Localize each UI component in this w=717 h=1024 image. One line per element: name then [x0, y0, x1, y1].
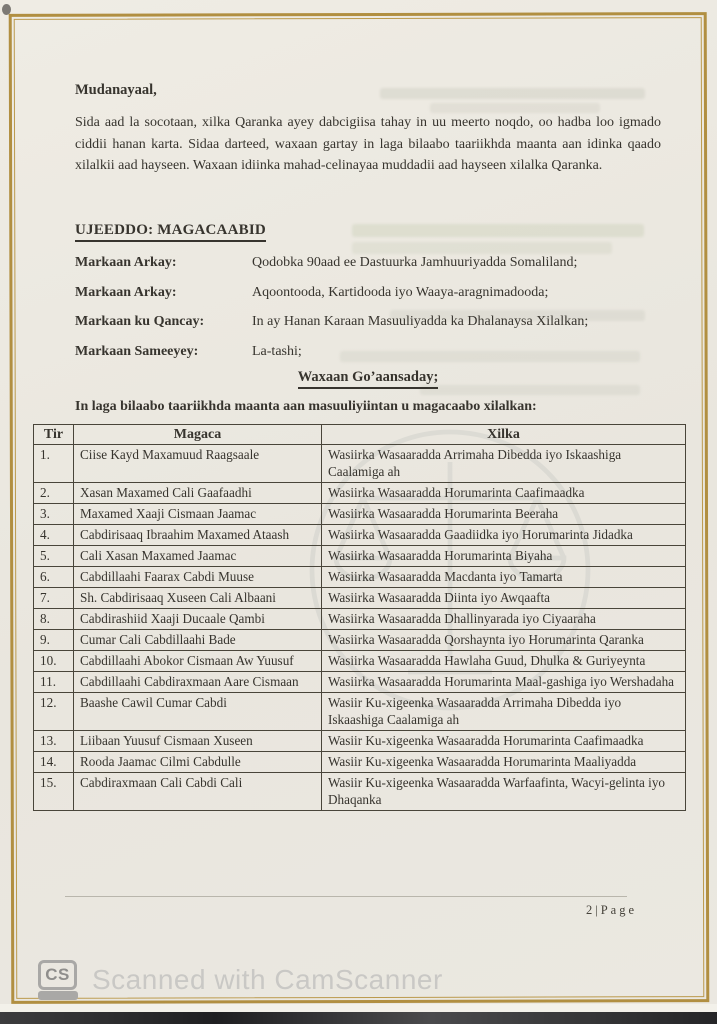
table-cell: Ciise Kayd Maxamuud Raagsaale — [74, 445, 322, 483]
table-cell: Wasiir Ku-xigeenka Wasaaradda Warfaafinta, Wacyi-gelinta iyo Dhaqanka — [322, 773, 686, 811]
table-cell: 4. — [34, 525, 74, 546]
table-cell: Wasiirka Wasaaradda Hawlaha Guud, Dhulka & Guriyeynta — [322, 651, 686, 672]
bleed-through-text — [352, 224, 644, 237]
salutation: Mudanayaal, — [75, 82, 157, 98]
table-cell: Wasiirka Wasaaradda Arrimaha Dibedda iyo Iskaashiga Caalamiga ah — [322, 445, 686, 483]
table-cell: Cabdiraxmaan Cali Cabdi Cali — [74, 773, 322, 811]
table-cell: Wasiirka Wasaaradda Horumarinta Biyaha — [322, 546, 686, 567]
column-header: Magaca — [74, 425, 322, 445]
column-header: Tir — [34, 425, 74, 445]
table-row — [34, 567, 686, 588]
table-row — [34, 609, 686, 630]
table-row — [34, 630, 686, 651]
table-cell: Sh. Cabdirisaaq Xuseen Cali Albaani — [74, 588, 322, 609]
preamble-label: Markaan Arkay: — [75, 284, 177, 300]
table-row — [34, 525, 686, 546]
table-cell: 11. — [34, 672, 74, 693]
table-row — [34, 588, 686, 609]
preamble-value: Aqoontooda, Kartidooda iyo Waaya-aragnimadooda; — [252, 284, 549, 300]
table-cell: Wasiirka Wasaaradda Dhallinyarada iyo Ciyaaraha — [322, 609, 686, 630]
preamble-value: Qodobka 90aad ee Dastuurka Jamhuuriyadda Somaliland; — [252, 255, 578, 270]
camscanner-logo-icon — [38, 960, 78, 1000]
page-number: 2|Page — [585, 903, 637, 917]
decision-heading-wrap — [75, 368, 661, 389]
table-row — [34, 731, 686, 752]
photo-background-strip — [0, 1012, 717, 1024]
table-row — [34, 546, 686, 567]
table-cell: Cabdirisaaq Ibraahim Maxamed Ataash — [74, 525, 322, 546]
table-cell: Cali Xasan Maxamed Jaamac — [74, 546, 322, 567]
table-cell: Xasan Maxamed Cali Gaafaadhi — [74, 483, 322, 504]
table-cell: 2. — [34, 483, 74, 504]
table-cell: Baashe Cawil Cumar Cabdi — [74, 693, 322, 731]
table-cell: Cumar Cali Cabdillaahi Bade — [74, 630, 322, 651]
decision-intro: In laga bilaabo taariikhda maanta aan masuuliyiintan u magacaabo xilalkan: — [75, 399, 537, 414]
table-row — [34, 693, 686, 731]
preamble-row — [75, 283, 661, 303]
preamble-label: Markaan ku Qancay: — [75, 314, 205, 329]
table-row — [34, 773, 686, 811]
preamble-value: In ay Hanan Karaan Masuuliyadda ka Dhalanaysa Xilalkan; — [252, 314, 589, 329]
table-cell: 9. — [34, 630, 74, 651]
table-cell: 15. — [34, 773, 74, 811]
table-cell: Maxamed Xaaji Cismaan Jaamac — [74, 504, 322, 525]
table-cell: Wasiirka Wasaaradda Macdanta iyo Tamarta — [322, 567, 686, 588]
table-cell: Wasiir Ku-xigeenka Wasaaradda Horumarinta Maaliyadda — [322, 752, 686, 773]
table-row — [34, 752, 686, 773]
table-cell: 6. — [34, 567, 74, 588]
bleed-through-text — [380, 88, 645, 99]
table-cell: Wasiirka Wasaaradda Horumarinta Maal-gashiga iyo Wershadaha — [322, 672, 686, 693]
preamble-row — [75, 253, 661, 273]
camscanner-logo-base — [38, 991, 78, 1000]
table-cell: 10. — [34, 651, 74, 672]
appointments-table — [33, 424, 686, 811]
table-cell: 5. — [34, 546, 74, 567]
camscanner-watermark — [38, 960, 443, 1000]
table-cell: 1. — [34, 445, 74, 483]
appointments-body — [34, 445, 686, 811]
table-cell: 14. — [34, 752, 74, 773]
preamble-list — [75, 253, 661, 371]
table-cell: Cabdirashiid Xaaji Ducaale Qambi — [74, 609, 322, 630]
table-cell: Wasiirka Wasaaradda Diinta iyo Awqaafta — [322, 588, 686, 609]
footer-rule — [65, 896, 627, 897]
table-row — [34, 504, 686, 525]
table-cell: Wasiirka Wasaaradda Horumarinta Caafimaadka — [322, 483, 686, 504]
table-cell: 7. — [34, 588, 74, 609]
table-cell: Wasiirka Wasaaradda Horumarinta Beeraha — [322, 504, 686, 525]
table-cell: 12. — [34, 693, 74, 731]
column-header: Xilka — [322, 425, 686, 445]
table-cell: Cabdillaahi Abokor Cismaan Aw Yuusuf — [74, 651, 322, 672]
table-header-row — [34, 425, 686, 445]
preamble-row — [75, 312, 661, 332]
table-cell: Wasiirka Wasaaradda Gaadiidka iyo Horumarinta Jidadka — [322, 525, 686, 546]
table-cell: Liibaan Yuusuf Cismaan Xuseen — [74, 731, 322, 752]
table-cell: 8. — [34, 609, 74, 630]
table-cell: Wasiirka Wasaaradda Qorshaynta iyo Horumarinta Qaranka — [322, 630, 686, 651]
table-cell: Wasiir Ku-xigeenka Wasaaradda Arrimaha Dibedda iyo Iskaashiga Caalamiga ah — [322, 693, 686, 731]
table-row — [34, 483, 686, 504]
intro-paragraph: Sida aad la socotaan, xilka Qaranka ayey dabcigiisa tahay in uu meerto noqdo, oo hadba loo igmado ciddii hanan karta. Sidaa darteed, waxaan gartay in laga bilaabo taariikhda maanta aan idinka qaado xilalkii aad hayseen. Waxaan idiinka mahad-celinayaa muddadii aad hayseen xilalka Qaranka. — [75, 115, 661, 173]
table-cell: 3. — [34, 504, 74, 525]
section-heading: UJEEDDO: MAGACAABID — [75, 222, 266, 242]
table-cell: Wasiir Ku-xigeenka Wasaaradda Horumarinta Caafimaadka — [322, 731, 686, 752]
preamble-value: La-tashi; — [252, 343, 302, 359]
table-row — [34, 672, 686, 693]
camscanner-watermark-text: Scanned with CamScanner — [92, 964, 443, 995]
table-cell: Cabdillaahi Cabdiraxmaan Aare Cismaan — [74, 672, 322, 693]
table-cell: 13. — [34, 731, 74, 752]
table-row — [34, 651, 686, 672]
table-cell: Rooda Jaamac Cilmi Cabdulle — [74, 752, 322, 773]
preamble-row — [75, 342, 661, 362]
preamble-label: Markaan Sameeyey: — [75, 343, 199, 359]
table-row — [34, 445, 686, 483]
preamble-label: Markaan Arkay: — [75, 255, 177, 270]
camscanner-logo-text: CS — [38, 960, 77, 990]
decision-heading: Waxaan Go’aansaday; — [298, 369, 439, 389]
table-cell: Cabdillaahi Faarax Cabdi Muuse — [74, 567, 322, 588]
